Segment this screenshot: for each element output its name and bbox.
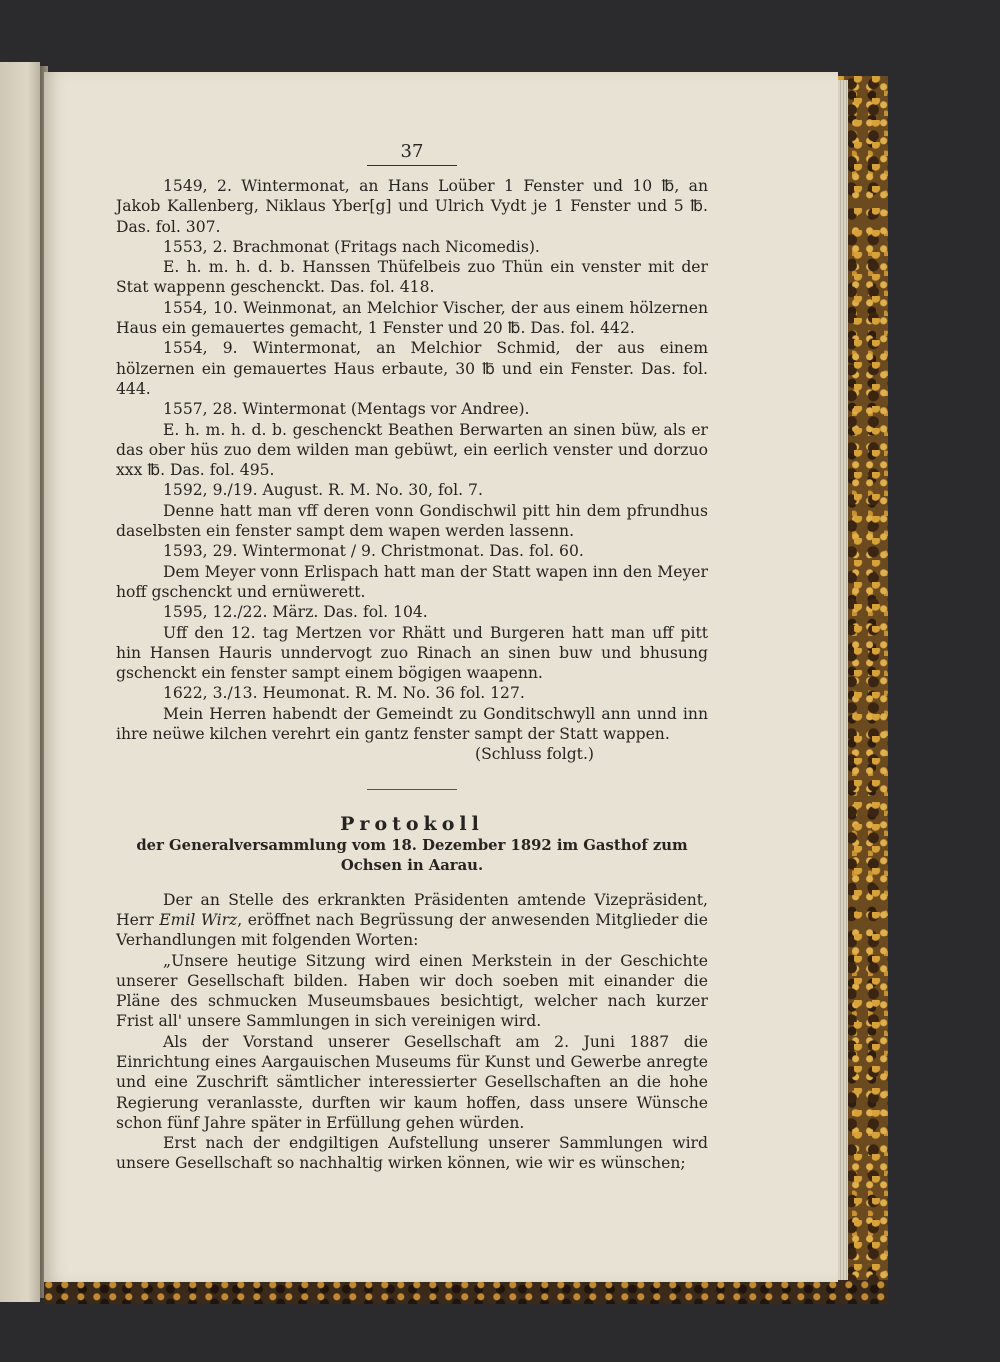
marbled-bottom-edge bbox=[44, 1280, 888, 1304]
entry-1553-text: E. h. m. h. d. b. Hanssen Thüfelbeis zuo Thün ein venster mit der Stat wappenn geschenckt. Das. fol. 418. bbox=[116, 258, 708, 297]
protocol-paragraph-1 bbox=[116, 890, 708, 951]
entry-1557-text: E. h. m. h. d. b. geschenckt Beathen Berwarten an sinen büw, als er das ober hüs zuo dem wilden man gebüwt, ein eerlich venster und dorzuo xxx ℔. Das. fol. 495. bbox=[116, 420, 708, 480]
p1-text-before: Der an Stelle des erkrankten Präsidenten amtende Vizepräsident, Herr bbox=[116, 890, 708, 929]
page-stack-edge bbox=[838, 80, 848, 1280]
entry-1595-text: Uff den 12. tag Mertzen vor Rhätt und Burgeren hatt man uff pitt hin Hansen Hauris unndervogt zuo Rinach an sinen buw und bhusung gschenckt ein fenster sampt einem bögigen waapenn. bbox=[116, 623, 708, 683]
facing-page-edge bbox=[0, 62, 40, 1302]
entry-1593-text: Dem Meyer vonn Erlispach hatt man der Statt wapen inn den Meyer hoff gschenckt und ernüwerett. bbox=[116, 562, 708, 601]
protocol-paragraph-3: Als der Vorstand unserer Gesellschaft am 2. Juni 1887 die Einrichtung eines Aargauischen Museums für Kunst und Gewerbe anregte und eine Zuschrift sämtlicher interessierter Gesellschaften an die hohe Regierung veranlasste, durften wir kaum hoffen, dass unsere Wünsche schon fünf Jahre später in Erfüllung gehen würden. bbox=[116, 1032, 708, 1132]
closing-note: (Schluss folgt.) bbox=[475, 745, 594, 764]
p1-text-after: , eröffnet nach Begrüssung der anwesenden Mitglieder die Verhandlungen mit folgenden Worten: bbox=[116, 910, 708, 950]
page-content bbox=[116, 140, 708, 1174]
entry-1592-date: 1592, 9./19. August. R. M. No. 30, fol. 7. bbox=[163, 481, 483, 500]
book-page bbox=[44, 72, 838, 1282]
entry-1622-date: 1622, 3./13. Heumonat. R. M. No. 36 fol. 127. bbox=[163, 684, 525, 703]
entry-1622-text: Mein Herren habendt der Gemeindt zu Gonditschwyll ann unnd inn ihre neüwe kilchen verehrt ein gantz fenster sampt der Statt wappen. bbox=[116, 704, 708, 744]
entry-1553-date: 1553, 2. Brachmonat (Fritags nach Nicomedis). bbox=[163, 237, 540, 256]
protocol-paragraph-4: Erst nach der endgiltigen Aufstellung unserer Sammlungen wird unsere Gesellschaft so nachhaltig wirken können, wie wir es wünschen; bbox=[116, 1134, 708, 1173]
entry-1595-date: 1595, 12./22. März. Das. fol. 104. bbox=[163, 603, 428, 622]
section-subtitle: der Generalversammlung vom 18. Dezember 1892 im Gasthof zum Ochsen in Aarau. bbox=[136, 836, 688, 874]
entry-1554-oct: 1554, 10. Weinmonat, an Melchior Vischer, der aus einem hölzernen Haus ein gemauertes gemacht, 1 Fenster und 20 ℔. Das. fol. 442. bbox=[116, 298, 708, 338]
speaker-name: Emil Wirz bbox=[159, 910, 238, 929]
section-title: Protokoll bbox=[340, 812, 484, 835]
protocol-paragraph-2: „Unsere heutige Sitzung wird einen Merkstein in der Geschichte unserer Gesellschaft bilden. Haben wir doch soeben mit einander die Pläne des schmucken Museumsbaues besichtigt, welcher nach kurzer Frist all' unsere Sammlungen in sich vereinigen wird. bbox=[116, 951, 708, 1031]
header-rule bbox=[367, 165, 457, 166]
entry-1549: 1549, 2. Wintermonat, an Hans Loüber 1 Fenster und 10 ℔, an Jakob Kallenberg, Niklaus Yber[g] und Ulrich Vydt je 1 Fenster und 5 ℔. Das. fol. 307. bbox=[116, 177, 708, 236]
entry-1554-nov: 1554, 9. Wintermonat, an Melchior Schmid, der aus einem hölzernen ein gemauertes Haus erbaute, 30 ℔ und ein Fenster. Das. fol. 444. bbox=[116, 339, 708, 398]
section-divider bbox=[367, 789, 457, 790]
page-number: 37 bbox=[400, 141, 424, 162]
entry-1593-date: 1593, 29. Wintermonat / 9. Christmonat. Das. fol. 60. bbox=[163, 542, 584, 561]
entry-1557-date: 1557, 28. Wintermonat (Mentags vor Andree). bbox=[163, 400, 530, 419]
entry-1592-text: Denne hatt man vff deren vonn Gondischwil pitt hin dem pfrundhus daselbsten ein fenster sampt dem wapen werden lassenn. bbox=[116, 501, 708, 541]
